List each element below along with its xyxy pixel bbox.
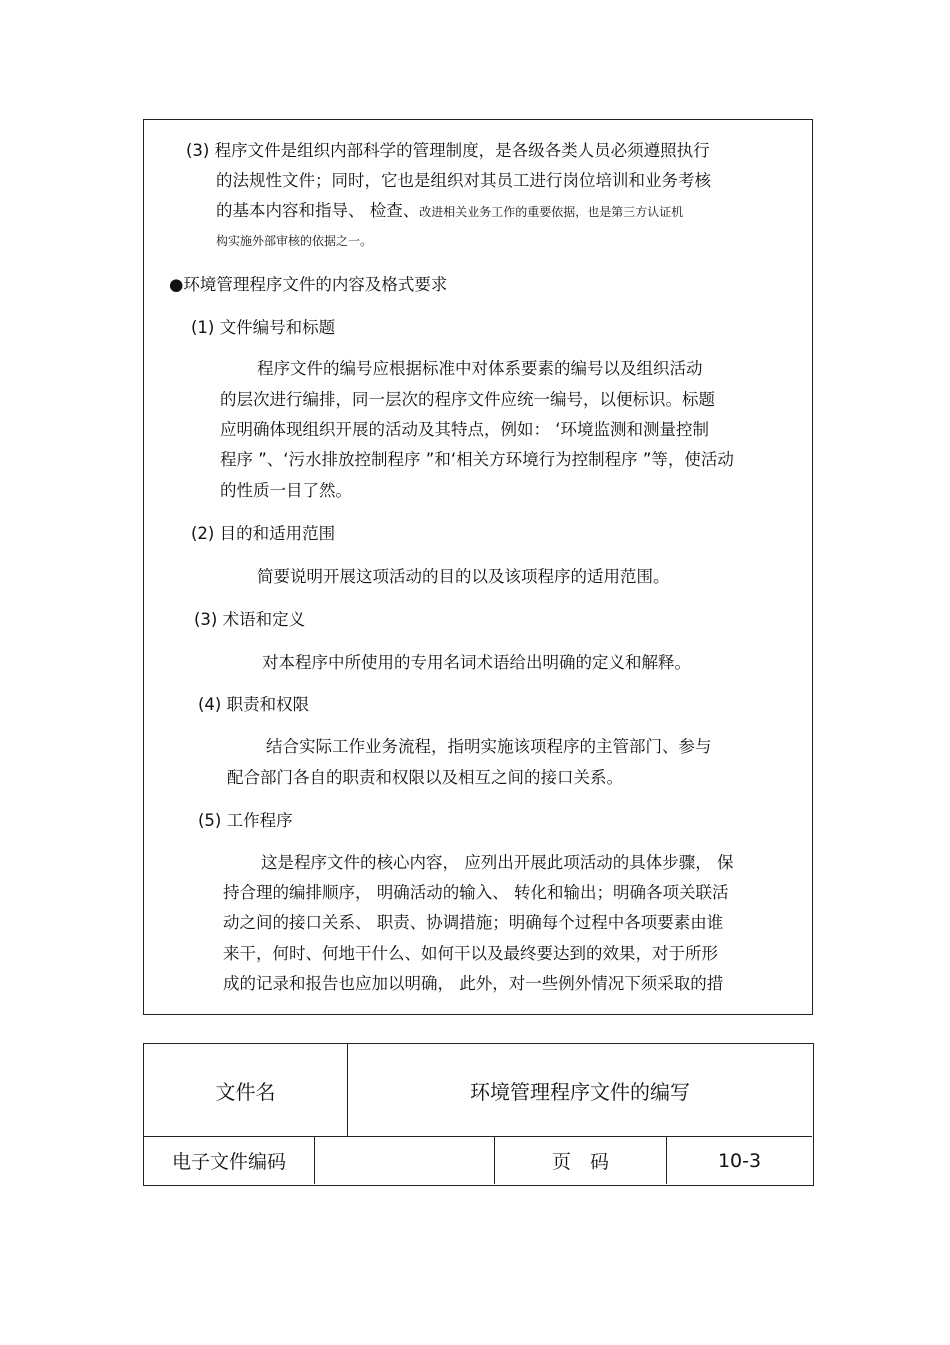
paragraph-line: 这是程序文件的核心内容， 应列出开展此项活动的具体步骤， 保	[261, 853, 734, 872]
paragraph-line: 简要说明开展这项活动的目的以及该项程序的适用范围。	[257, 567, 670, 586]
paragraph-line: 应明确体现组织开展的活动及其特点，例如： ‘环境监测和测量控制	[220, 420, 709, 439]
paragraph-line: 程序文件的编号应根据标准中对体系要素的编号以及组织活动	[257, 359, 703, 378]
paragraph-line: 构实施外部审核的依据之一。	[216, 234, 373, 248]
paragraph-line: 程序 ”、‘污水排放控制程序 ”和‘相关方环境行为控制程序 ”等，使活动	[220, 450, 734, 469]
paragraph-line: 动之间的接口关系、 职责、协调措施；明确每个过程中各项要素由谁	[223, 913, 724, 932]
paragraph-line: 来干，何时、何地干什么、如何干以及最终要达到的效果，对于所形	[223, 944, 718, 963]
electronic-code-label: 电子文件编码	[171, 1151, 286, 1173]
page-number-value: 10-3	[717, 1149, 762, 1172]
paragraph-segment: 的基本内容和指导、 检查、	[216, 201, 420, 220]
page-number-label: 页 码	[551, 1151, 609, 1173]
subsection-title: (3) 术语和定义	[194, 610, 306, 629]
subsection-title: (4) 职责和权限	[198, 695, 310, 714]
document-info-table	[143, 1043, 814, 1186]
paragraph-line: (3) 程序文件是组织内部科学的管理制度，是各级各类人员必须遵照执行	[186, 141, 710, 160]
paragraph-line: 持合理的编排顺序， 明确活动的输入、 转化和输出；明确各项关联活	[223, 883, 729, 902]
paragraph-segment-small: 改进相关业务工作的重要依据，也是第三方认证机	[419, 205, 684, 219]
paragraph-line: 成的记录和报告也应加以明确， 此外，对一些例外情况下须采取的措	[223, 974, 724, 993]
file-name-label: 文件名	[215, 1079, 276, 1104]
paragraph-line: 的法规性文件；同时，它也是组织对其员工进行岗位培训和业务考核	[216, 171, 711, 190]
paragraph-line: 的性质一目了然。	[220, 481, 352, 500]
electronic-code-value	[315, 1137, 494, 1184]
paragraph-line: 的层次进行编排，同一层次的程序文件应统一编号，以便标识。标题	[220, 390, 715, 409]
paragraph-line: 结合实际工作业务流程，指明实施该项程序的主管部门、参与	[266, 737, 712, 756]
subsection-title: (2) 目的和适用范围	[191, 524, 336, 543]
subsection-title: (1) 文件编号和标题	[191, 318, 336, 337]
section-heading: ●环境管理程序文件的内容及格式要求	[169, 275, 448, 294]
document-content-box	[143, 119, 813, 1015]
paragraph-line: 对本程序中所使用的专用名词术语给出明确的定义和解释。	[262, 653, 691, 672]
paragraph-line	[216, 201, 683, 222]
subsection-title: (5) 工作程序	[198, 811, 293, 830]
file-name-value: 环境管理程序文件的编写	[470, 1079, 690, 1104]
paragraph-line: 配合部门各自的职责和权限以及相互之间的接口关系。	[227, 768, 623, 787]
